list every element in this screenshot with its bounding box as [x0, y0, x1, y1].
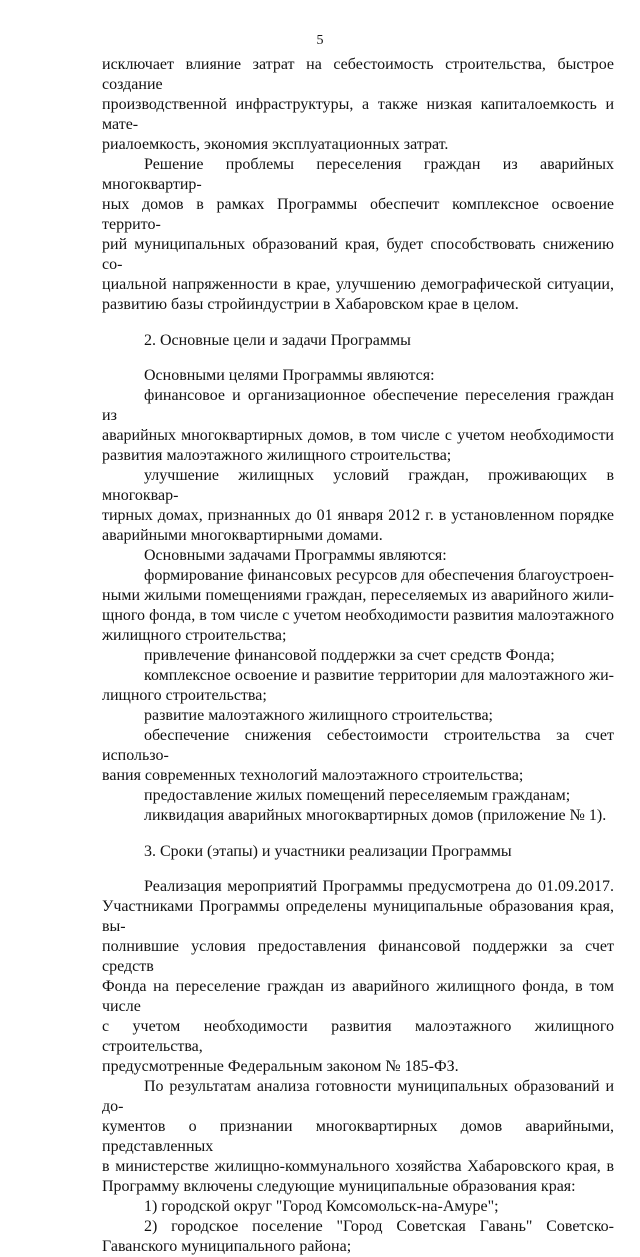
- text-line: формирование финансовых ресурсов для обеспечения благоустроен-: [144, 567, 614, 584]
- text-line: Программу включены следующие муниципальные образования края:: [102, 1178, 576, 1195]
- text-line: ликвидация аварийных многоквартирных домов (приложение № 1).: [144, 807, 607, 824]
- paragraph: [102, 1217, 614, 1257]
- paragraph: [102, 366, 614, 386]
- text-line: финансовое и организационное обеспечение переселения граждан из: [102, 387, 614, 424]
- document-body: [102, 55, 614, 1257]
- text-line: улучшение жилищных условий граждан, проживающих в многоквар-: [102, 467, 614, 504]
- paragraph: [102, 877, 614, 1077]
- paragraph: [102, 1197, 614, 1217]
- paragraph: [102, 546, 614, 566]
- paragraph: [102, 55, 614, 155]
- text-line: аварийными многоквартирными домами.: [102, 527, 383, 544]
- text-line: Решение проблемы переселения граждан из аварийных многоквартир-: [102, 156, 614, 193]
- paragraph: [102, 386, 614, 466]
- section-heading: 2. Основные цели и задачи Программы: [144, 332, 411, 349]
- text-line: в министерстве жилищно-коммунального хозяйства Хабаровского края, в: [102, 1158, 614, 1175]
- text-line: привлечение финансовой поддержки за счет средств Фонда;: [144, 647, 555, 664]
- text-line: Реализация мероприятий Программы предусмотрена до 01.09.2017.: [144, 878, 614, 895]
- text-line: полнившие условия предоставления финансовой поддержки за счет средств: [102, 938, 614, 975]
- section-heading: 3. Сроки (этапы) и участники реализации Программы: [144, 843, 512, 860]
- text-line: развитие малоэтажного жилищного строительства;: [144, 707, 493, 724]
- text-line: исключает влияние затрат на себестоимость строительства, быстрое создание: [102, 56, 614, 93]
- paragraph: [102, 806, 614, 826]
- text-line: тирных домах, признанных до 01 января 2012 г. в установленном порядке: [102, 507, 614, 524]
- text-line: Основными целями Программы являются:: [144, 367, 435, 384]
- paragraph: [102, 726, 614, 786]
- text-line: лищного строительства;: [102, 687, 267, 704]
- text-line: Фонда на переселение граждан из аварийного жилищного фонда, в том числе: [102, 978, 614, 1015]
- text-line: ными жилыми помещениями граждан, переселяемых из аварийного жили-: [102, 587, 614, 604]
- text-line: предоставление жилых помещений переселяемым гражданам;: [144, 787, 571, 804]
- text-line: щного фонда, в том числе с учетом необходимости развития малоэтажного: [102, 607, 614, 624]
- text-line: ных домов в рамках Программы обеспечит комплексное освоение террито-: [102, 196, 614, 233]
- text-line: развития малоэтажного жилищного строительства;: [102, 447, 452, 464]
- page-number: 5: [316, 33, 324, 48]
- text-line: 2) городское поселение "Город Советская Гавань" Советско-: [144, 1218, 614, 1235]
- text-line: риалоемкость, экономия эксплуатационных затрат.: [102, 136, 449, 153]
- text-line: По результатам анализа готовности муниципальных образований и до-: [102, 1078, 614, 1115]
- text-line: обеспечение снижения себестоимости строительства за счет использо-: [102, 727, 614, 764]
- text-line: комплексное освоение и развитие территории для малоэтажного жи-: [144, 667, 614, 684]
- paragraph: [102, 566, 614, 646]
- paragraph: [102, 1077, 614, 1197]
- text-line: Основными задачами Программы являются:: [144, 547, 447, 564]
- text-line: рий муниципальных образований края, будет способствовать снижению со-: [102, 236, 614, 273]
- text-line: предусмотренные Федеральным законом № 185-ФЗ.: [102, 1058, 459, 1075]
- text-line: аварийных многоквартирных домов, в том числе с учетом необходимости: [102, 427, 614, 444]
- paragraph: [102, 155, 614, 315]
- text-line: Участниками Программы определены муниципальные образования края, вы-: [102, 898, 614, 935]
- paragraph: [102, 646, 614, 666]
- text-line: вания современных технологий малоэтажного строительства;: [102, 767, 524, 784]
- text-line: с учетом необходимости развития малоэтажного жилищного строительства,: [102, 1018, 614, 1055]
- text-line: кументов о признании многоквартирных домов аварийными, представленных: [102, 1118, 614, 1155]
- paragraph: [102, 786, 614, 806]
- text-line: циальной напряженности в крае, улучшению демографической ситуации,: [102, 276, 614, 293]
- text-line: жилищного строительства;: [102, 627, 287, 644]
- text-line: Гаванского муниципального района;: [102, 1238, 352, 1255]
- text-line: 1) городской округ "Город Комсомольск-на-Амуре";: [144, 1198, 499, 1215]
- text-line: производственной инфраструктуры, а также низкая капиталоемкость и мате-: [102, 96, 614, 133]
- paragraph: [102, 706, 614, 726]
- text-line: развитию базы стройиндустрии в Хабаровском крае в целом.: [102, 296, 519, 313]
- paragraph: [102, 466, 614, 546]
- paragraph: [102, 666, 614, 706]
